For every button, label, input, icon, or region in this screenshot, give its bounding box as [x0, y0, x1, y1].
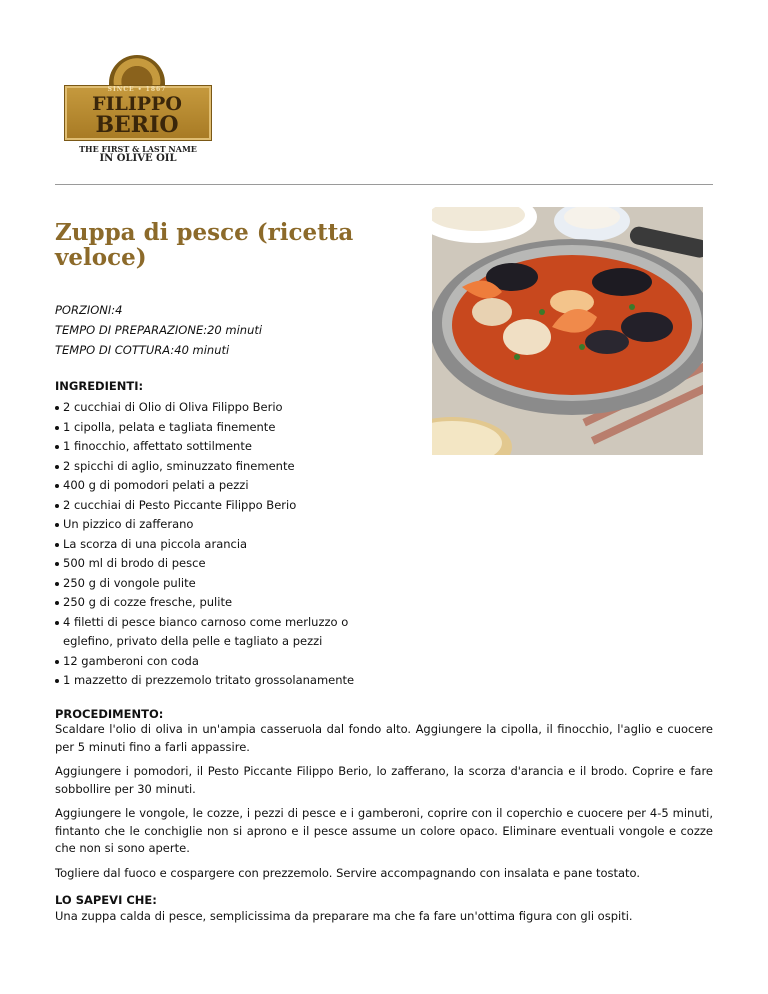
logo-brand-line2: BERIO — [95, 112, 179, 138]
list-item: 250 g di cozze fresche, pulite — [55, 593, 375, 613]
list-item: 1 mazzetto di prezzemolo tritato grossolanamente — [55, 671, 375, 691]
method-step: Aggiungere i pomodori, il Pesto Piccante Filippo Berio, lo zafferano, la scorza d'arancia e il brodo. Coprire e fare sobbollire per 30 minuti. — [55, 764, 713, 796]
recipe-meta — [55, 300, 262, 360]
recipe-title: Zuppa di pesce (ricetta veloce) — [55, 219, 354, 271]
list-item: 400 g di pomodori pelati a pezzi — [55, 476, 375, 496]
list-item: 2 spicchi di aglio, sminuzzato finemente — [55, 457, 375, 477]
logo-tagline-2: IN OLIVE OIL — [99, 153, 177, 164]
brand-logo — [64, 55, 212, 167]
list-item: 250 g di vongole pulite — [55, 574, 375, 594]
logo-since: SINCE • 1867 — [107, 86, 167, 93]
logo-brand-line1: FILIPPO — [92, 93, 182, 115]
list-item: La scorza di una piccola arancia — [55, 535, 375, 555]
list-item: 2 cucchiai di Olio di Oliva Filippo Berio — [55, 398, 375, 418]
method-step: Scaldare l'olio di oliva in un'ampia casseruola dal fondo alto. Aggiungere la cipolla, il finocchio, l'aglio e cuocere per 5 minuti fino a farli appassire. — [55, 722, 713, 754]
servings: PORZIONI:4 — [55, 303, 123, 317]
ingredients-list — [55, 398, 375, 691]
logo-tagline-1: THE FIRST & LAST NAME — [79, 144, 197, 154]
recipe-photo — [432, 207, 703, 455]
list-item: 1 cipolla, pelata e tagliata finemente — [55, 418, 375, 438]
list-item: 12 gamberoni con coda — [55, 652, 375, 672]
method-heading: PROCEDIMENTO: — [55, 707, 164, 721]
header-divider — [55, 184, 713, 185]
tip-heading: LO SAPEVI CHE: — [55, 893, 157, 907]
fish-soup-illustration — [432, 207, 703, 455]
cook-time: TEMPO DI COTTURA:40 minuti — [55, 343, 230, 357]
prep-time: TEMPO DI PREPARAZIONE:20 minuti — [55, 323, 263, 337]
method-step: Aggiungere le vongole, le cozze, i pezzi di pesce e i gamberoni, coprire con il coperchio e cuocere per 4-5 minuti, fintanto che le conchiglie non si aprono e il pesce assume un colore opaco. Eliminare eventuali vongole e cozze che non si sono aperte. — [55, 806, 713, 855]
tip-text: Una zuppa calda di pesce, semplicissima da preparare ma che fa fare un'ottima figura con gli ospiti. — [55, 909, 633, 923]
list-item: 1 finocchio, affettato sottilmente — [55, 437, 375, 457]
ingredients-heading: INGREDIENTI: — [55, 379, 144, 393]
list-item: Un pizzico di zafferano — [55, 515, 375, 535]
method-step: Togliere dal fuoco e cospargere con prezzemolo. Servire accompagnando con insalata e pane tostato. — [55, 866, 641, 880]
list-item: 4 filetti di pesce bianco carnoso come merluzzo o eglefino, privato della pelle e tagliato a pezzi — [55, 613, 375, 652]
list-item: 500 ml di brodo di pesce — [55, 554, 375, 574]
list-item: 2 cucchiai di Pesto Piccante Filippo Berio — [55, 496, 375, 516]
